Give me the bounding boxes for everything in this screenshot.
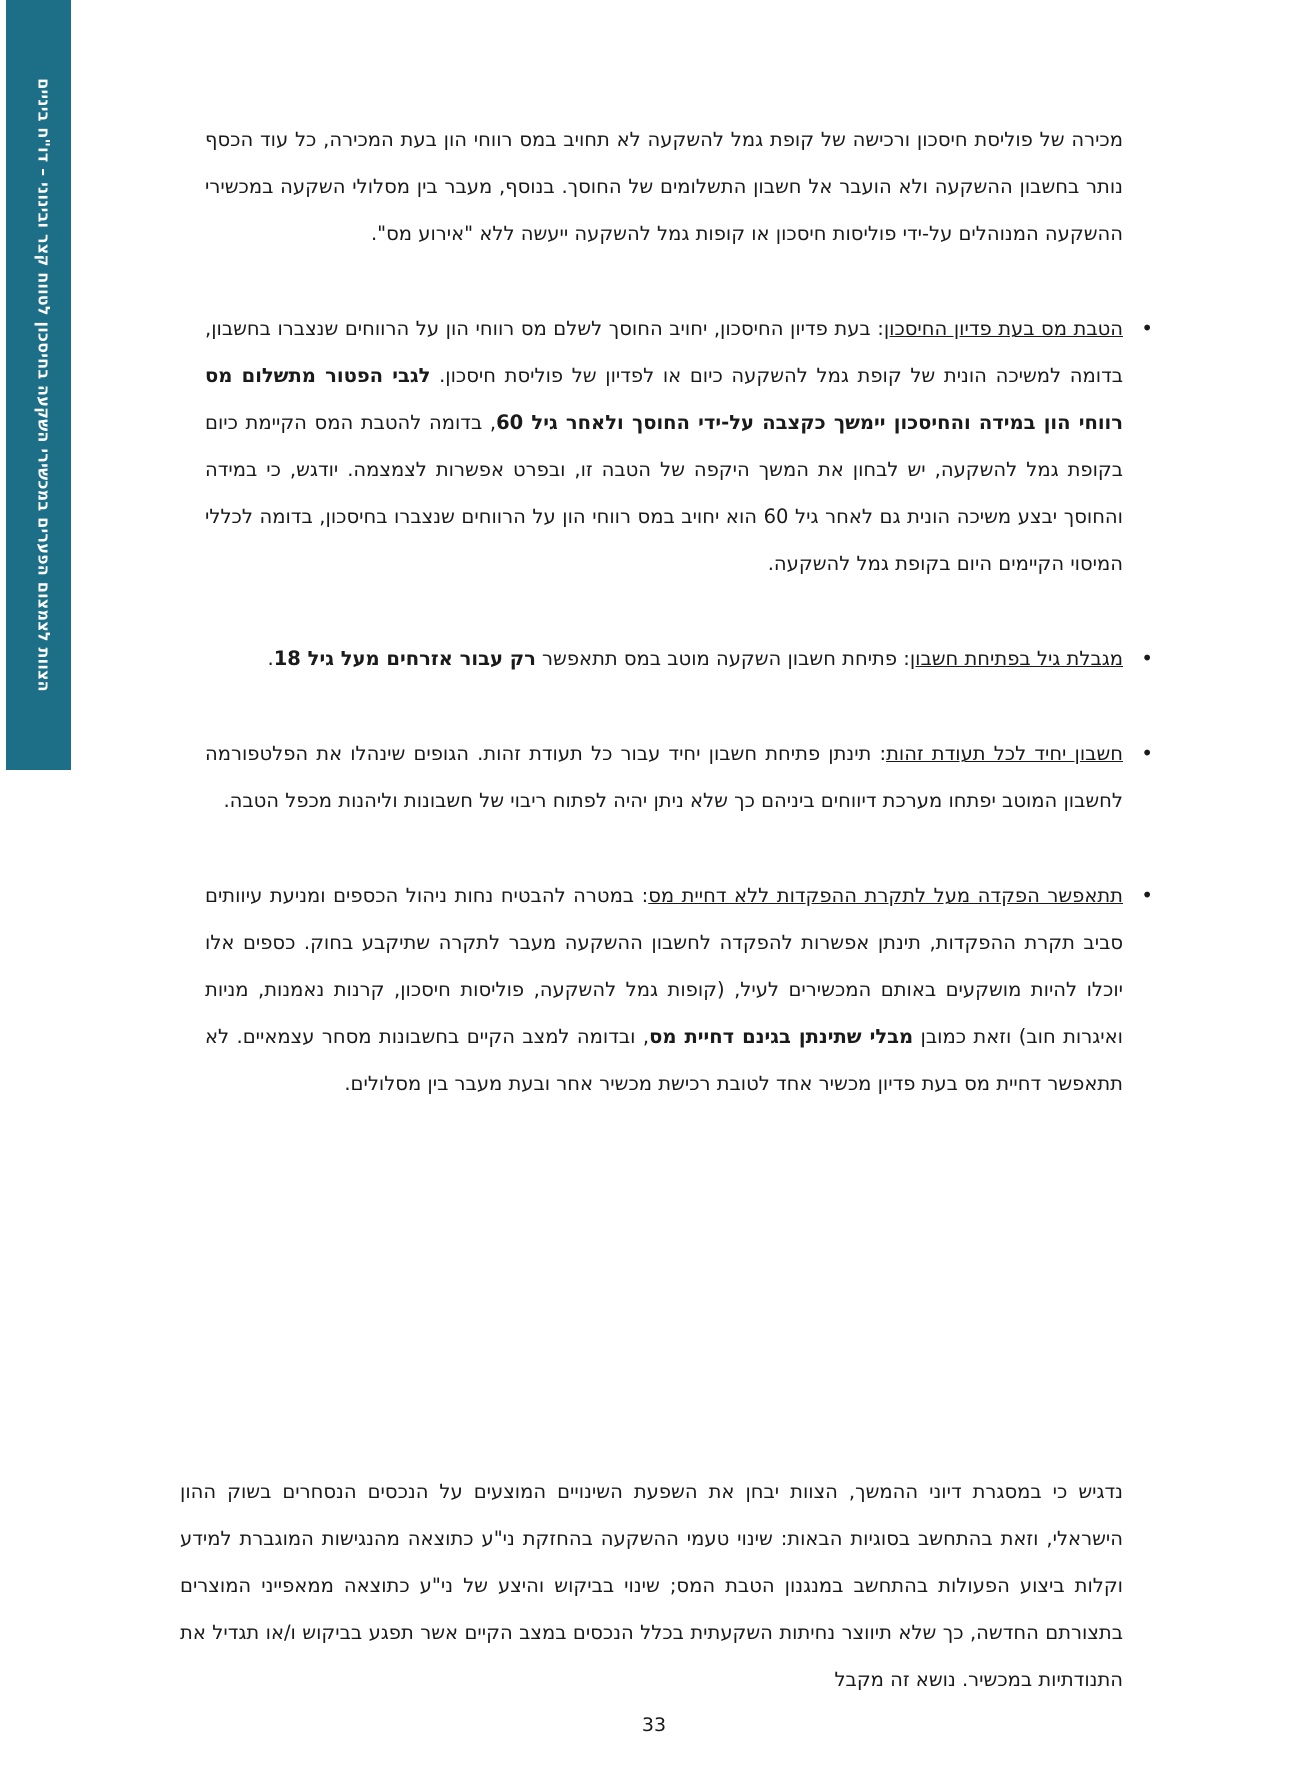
bullet-text: . [267,647,274,670]
bullet-list [205,305,1153,1107]
list-item [205,730,1153,824]
bullet-text: , בדומה להטבת המס הקיימת כיום בקופת גמל להשקעה, יש לבחון את המשך היקפה של הטבה זו, ובפרט אפשרות לצמצמה. יודגש, כי במידה והחוסך יבצע משיכה הונית גם לאחר גיל 60 הוא יחויב במס רווחי הון על הרווחים שנצברו בחיסכון, בדומה לכללי המיסוי הקיימים היום בקופת גמל להשקעה. [205,411,1123,575]
bullet-bold-text: לגבי הפטור מתשלום מס רווחי הון במידה והחיסכון יימשך כקצבה על-ידי החוסך ולאחר גיל 60 [205,364,1123,434]
list-item [205,872,1153,1107]
bullet-term: מגבלת גיל בפתיחת חשבון [909,647,1123,670]
bullet-icon: • [1141,646,1153,670]
bullet-term: תתאפשר הפקדה מעל לתקרת ההפקדות ללא דחיית מס [648,884,1124,907]
closing-paragraph: נדגיש כי במסגרת דיוני ההמשך, הצוות יבחן את השפעת השינויים המוצעים על הנכסים הנסחרים בשוק ההון הישראלי, וזאת בהתחשב בסוגיות הבאות: שינוי טעמי ההשקעה בהחזקת ני"ע כתוצאה מהנגישות המוגברת למידע וקלות ביצוע הפעולות בהתחשב במנגנון הטבת המס; שינוי בביקוש והיצע של ני"ע כתוצאה ממאפייני המוצרים בתצורתם החדשה, כך שלא תיווצר נחיתות השקעתית בכלל הנכסים במצב הקיים אשר תפגע בביקוש ו/או תגדיל את התנודתיות במכשיר. נושא זה מקבל [180,1480,1123,1691]
bullet-text: : תינתן פתיחת חשבון יחיד עבור כל תעודת זהות. הגופים שינהלו את הפלטפורמה לחשבון המוטב יפתחו מערכת דיווחים ביניהם כך שלא ניתן יהיה לפתוח ריבוי של חשבונות וליהנות מכפל הטבה. [205,742,1123,812]
bullet-text: : במטרה להבטיח נחות ניהול הכספים ומניעת עיוותים סביב תקרת ההפקדות, תינתן אפשרות להפקדה לחשבון ההשקעה מעבר לתקרה שתיקבע בחוק. כספים אלו יוכלו להיות מושקעים באותם המכשירים לעיל, (קופות גמל להשקעה, פוליסות חיסכון, קרנות נאמנות, מניות ואיגרות חוב) וזאת כמובן [205,884,1123,1048]
bullet-term: חשבון יחיד לכל תעודת זהות [886,742,1123,765]
page-number: 33 [641,1714,667,1736]
bullet-icon: • [1141,741,1153,765]
side-running-title: הצוות לצמצום הפערים במכשירי השקעה בחיסכון לטווח קצר ובינוני – דו"ח ביניים [34,78,54,692]
bullet-text: : בעת פדיון החיסכון, יחויב החוסך לשלם מס רווחי הון על הרווחים שנצברו בחשבון, בדומה למשיכה הונית של קופת גמל להשקעה כיום או לפדיון של פוליסת חיסכון. [205,317,1124,387]
side-band [6,0,71,770]
list-item [205,635,1153,682]
bullet-term: הטבת מס בעת פדיון החיסכון [883,317,1123,340]
bullet-icon: • [1141,883,1153,907]
bullet-icon: • [1141,316,1153,340]
list-item [205,305,1153,587]
intro-paragraph: מכירה של פוליסת חיסכון ורכישה של קופת גמל להשקעה לא תחויב במס רווחי הון בעת המכירה, כל עוד הכסף נותר בחשבון ההשקעה ולא הועבר אל חשבון התשלומים של החוסך. בנוסף, מעבר בין מסלולי השקעה במכשירי ההשקעה המנוהלים על-ידי פוליסות חיסכון או קופות גמל להשקעה ייעשה ללא "אירוע מס". [205,128,1123,245]
bullet-bold-text: מבלי שתינתן בגינם דחיית מס [649,1025,914,1048]
bullet-text: , ובדומה למצב הקיים בחשבונות מסחר עצמאיים. לא תתאפשר דחיית מס בעת פדיון מכשיר אחד לטובת רכישת מכשיר אחר ובעת מעבר בין מסלולים. [205,1025,1123,1095]
bullet-text: : פתיחת חשבון השקעה מוטב במס תתאפשר [535,647,910,670]
main-content [205,116,1153,1155]
bullet-bold-text: רק עבור אזרחים מעל גיל 18 [273,647,536,670]
